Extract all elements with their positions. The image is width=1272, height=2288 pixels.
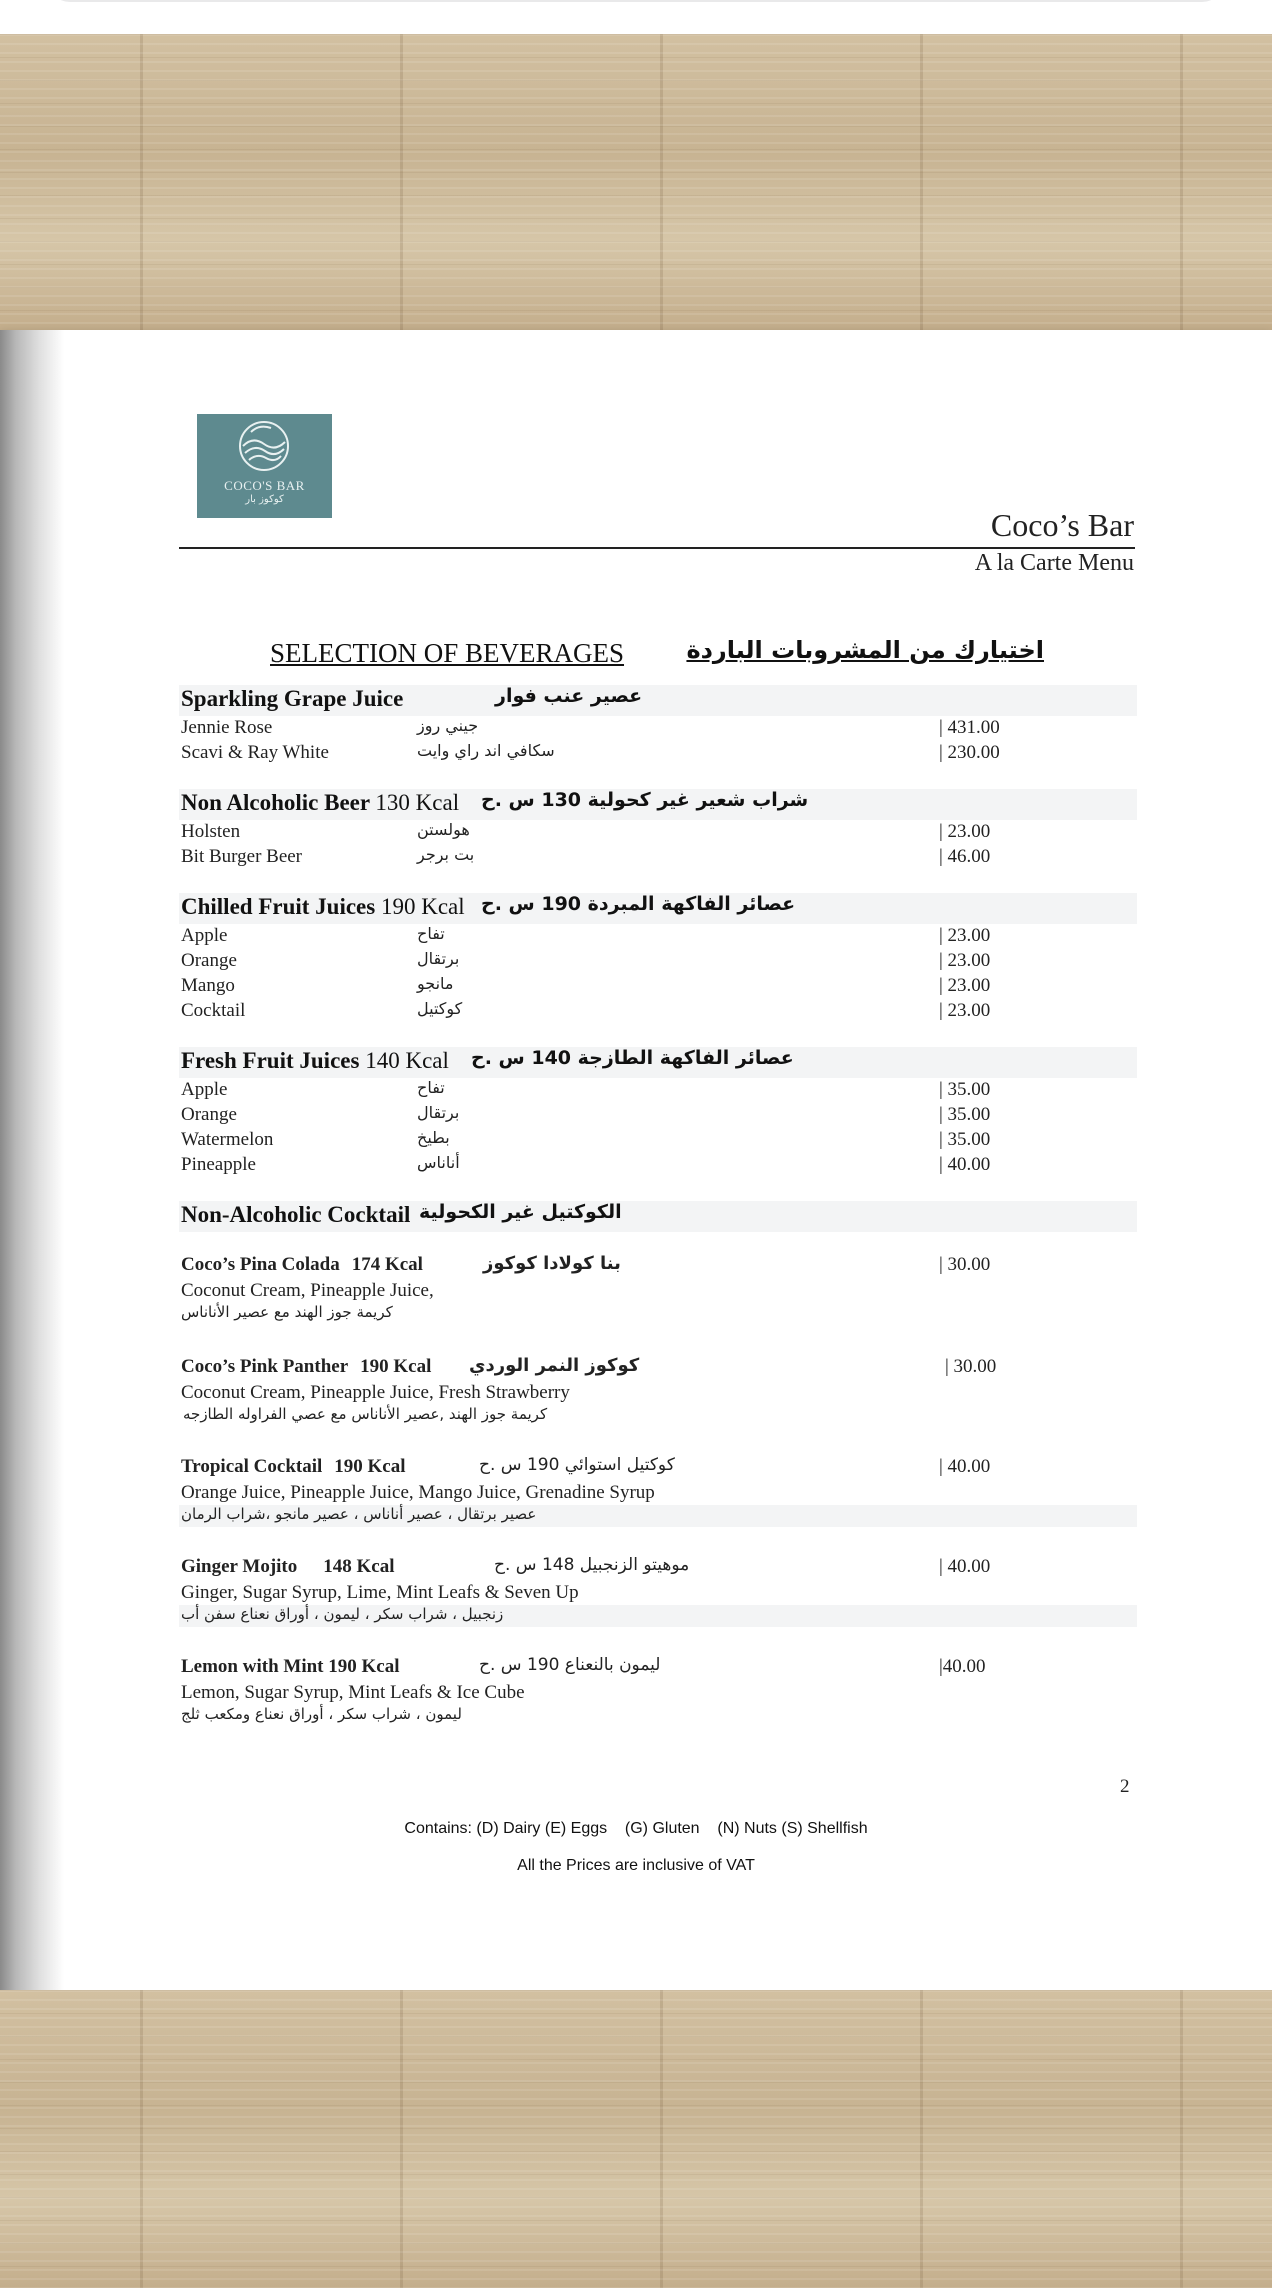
cocktail-description-arabic-row: [179, 1605, 1137, 1627]
menu-item: [179, 1153, 1137, 1178]
allergen-note: Contains: (D) Dairy (E) Eggs (G) Gluten (N) Nuts (S) Shellfish: [404, 1820, 868, 1837]
item-name: Scavi & Ray White: [181, 742, 329, 763]
section-title: Chilled Fruit Juices: [181, 894, 376, 919]
cocktail-name: Ginger Mojito 148 Kcal: [181, 1556, 395, 1577]
section-kcal: 140 Kcal: [365, 1048, 449, 1073]
menu-content: [179, 685, 1137, 1736]
page-subtitle: A la Carte Menu: [974, 550, 1134, 576]
item-name-arabic: برتقال: [417, 949, 460, 968]
item-name-arabic: مانجو: [417, 974, 454, 993]
item-name-arabic: أناناس: [417, 1153, 460, 1172]
cocktail-name: Lemon with Mint 190 Kcal: [181, 1656, 400, 1677]
item-name: Jennie Rose: [181, 717, 273, 738]
cocktail-name: Coco’s Pink Panther 190 Kcal: [181, 1356, 432, 1377]
item-name-arabic: جيني روز: [417, 716, 479, 735]
section-header: [179, 789, 1137, 820]
cocktail-price: |40.00: [939, 1656, 986, 1677]
cocktail-description: Orange Juice, Pineapple Juice, Mango Juice, Grenadine Syrup: [181, 1482, 655, 1503]
item-price: | 35.00: [939, 1079, 991, 1100]
section-kcal: 130 Kcal: [375, 790, 460, 815]
cocktail-name: Coco’s Pina Colada 174 Kcal: [181, 1254, 423, 1275]
cocktail-description-arabic: كريمة جوز الهند ,عصير الأناناس مع عصي الفراوله الطازجه: [183, 1405, 548, 1423]
item-price: | 431.00: [939, 717, 1000, 738]
logo-text: COCO'S BAR: [224, 478, 305, 493]
cocktail-item: [179, 1456, 1137, 1556]
item-name-arabic: كوكتيل: [417, 999, 463, 1018]
cocktail-description: Lemon, Sugar Syrup, Mint Leafs & Ice Cube: [181, 1682, 525, 1703]
item-price: | 40.00: [939, 1154, 991, 1175]
menu-item: [179, 820, 1137, 845]
cocktail-name: Tropical Cocktail 190 Kcal: [181, 1456, 406, 1477]
section-kcal: 190 Kcal: [380, 894, 465, 919]
section-title-arabic: عصائر الفاكهة الطازجة 140 س .ح: [471, 1047, 794, 1069]
item-price: | 23.00: [939, 925, 991, 946]
item-name-arabic: برتقال: [417, 1103, 460, 1122]
section-title-arabic: شراب شعير غير كحولية 130 س .ح: [481, 789, 809, 811]
item-name: Bit Burger Beer: [181, 846, 303, 867]
selection-title: SELECTION OF BEVERAGES: [270, 638, 625, 668]
cocktail-name-arabic: كوكتيل استوائي 190 س .ح: [479, 1455, 675, 1475]
item-name-arabic: تفاح: [417, 924, 445, 943]
cocktail-description: Ginger, Sugar Syrup, Lime, Mint Leafs & Seven Up: [181, 1582, 579, 1603]
item-price: | 23.00: [939, 950, 991, 971]
item-name-arabic: سكافي اند راي وايت: [417, 741, 555, 760]
menu-item: [179, 974, 1137, 999]
cocktail-item: [179, 1356, 1137, 1456]
menu-item: [179, 845, 1137, 870]
menu-page: [0, 330, 1272, 1990]
browser-bar: [48, 0, 1224, 2]
item-price: | 23.00: [939, 821, 991, 842]
menu-item: [179, 949, 1137, 974]
item-price: | 35.00: [939, 1129, 991, 1150]
cocktail-item: [179, 1656, 1137, 1736]
item-name: Pineapple: [181, 1154, 256, 1175]
cocktail-description-arabic: ليمون ، شراب سكر ، أوراق نعناع ومكعب ثلج: [181, 1705, 462, 1723]
section-header: [179, 1047, 1137, 1078]
cocktail-name-arabic: ليمون بالنعناع 190 س .ح: [479, 1655, 661, 1675]
cocktail-description-arabic-row: [179, 1303, 1137, 1325]
section-title: Fresh Fruit Juices: [181, 1048, 360, 1073]
menu-item: [179, 1078, 1137, 1103]
cocktail-name-arabic: كوكوز النمر الوردي: [469, 1355, 640, 1376]
page-number: 2: [1120, 1776, 1130, 1797]
item-name-arabic: بطيخ: [417, 1128, 450, 1147]
wave-shell-icon: [237, 418, 291, 474]
cocktail-price: | 30.00: [945, 1356, 997, 1377]
selection-title-arabic: اختيارك من المشروبات الباردة: [686, 636, 1044, 664]
item-price: | 230.00: [939, 742, 1000, 763]
item-name: Watermelon: [181, 1129, 274, 1150]
section-title-arabic: الكوكتيل غير الكحولية: [419, 1201, 622, 1223]
cocktail-item: [179, 1556, 1137, 1656]
item-name: Apple: [181, 1079, 228, 1100]
wood-background-top: [0, 34, 1272, 330]
cocktail-description-arabic-row: [179, 1405, 1137, 1427]
section-title: Non-Alcoholic Cocktail: [181, 1202, 411, 1227]
cocktail-name-arabic: بنا كولادا كوكوز: [483, 1253, 621, 1274]
cocktail-price: | 40.00: [939, 1556, 991, 1577]
menu-item: [179, 924, 1137, 949]
cocktail-description-arabic: زنجبيل ، شراب سكر ، ليمون ، أوراق نعناع سفن أب: [181, 1605, 504, 1623]
item-price: | 23.00: [939, 975, 991, 996]
item-price: | 35.00: [939, 1104, 991, 1125]
cocktail-item: [179, 1254, 1137, 1356]
item-name-arabic: تفاح: [417, 1078, 445, 1097]
menu-item: [179, 999, 1137, 1024]
cocktail-name-arabic: موهيتو الزنجبيل 148 س .ح: [494, 1555, 690, 1575]
item-name: Cocktail: [181, 1000, 246, 1021]
section-title-arabic: عصير عنب فوار: [495, 685, 643, 707]
item-price: | 46.00: [939, 846, 991, 867]
menu-item: [179, 741, 1137, 766]
cocktail-description-arabic: عصير برتقال ، عصير أناناس ، عصير مانجو ،شراب الرمان: [181, 1505, 537, 1523]
cocktail-description-arabic-row: [179, 1705, 1137, 1727]
menu-item: [179, 1128, 1137, 1153]
item-name: Holsten: [181, 821, 241, 842]
cocos-bar-logo: [197, 414, 332, 518]
item-price: | 23.00: [939, 1000, 991, 1021]
item-name: Orange: [181, 950, 237, 971]
vat-note: All the Prices are inclusive of VAT: [517, 1857, 755, 1874]
wood-background-bottom: [0, 1990, 1272, 2288]
browser-top-area: [0, 0, 1272, 34]
cocktail-description-arabic-row: [179, 1505, 1137, 1527]
section-header: [179, 685, 1137, 716]
menu-item: [179, 1103, 1137, 1128]
cocktail-description-arabic: كريمة جوز الهند مع عصير الأناناس: [181, 1303, 393, 1321]
item-name: Apple: [181, 925, 228, 946]
logo-text-arabic: كوكوز بار: [245, 494, 284, 505]
section-title: Non Alcoholic Beer: [181, 790, 370, 815]
item-name: Orange: [181, 1104, 237, 1125]
cocktail-description: Coconut Cream, Pineapple Juice,: [181, 1280, 434, 1301]
section-header: [179, 1201, 1137, 1232]
page-title: Coco’s Bar: [990, 507, 1134, 543]
section-title: Sparkling Grape Juice: [181, 686, 404, 711]
page-spine-shadow: [0, 330, 64, 1990]
menu-item: [179, 716, 1137, 741]
section-title-arabic: عصائر الفاكهة المبردة 190 س .ح: [481, 893, 796, 915]
cocktail-price: | 30.00: [939, 1254, 991, 1275]
header-divider: [179, 547, 1135, 549]
section-header: [179, 893, 1137, 924]
cocktail-description: Coconut Cream, Pineapple Juice, Fresh Strawberry: [181, 1382, 570, 1403]
cocktail-price: | 40.00: [939, 1456, 991, 1477]
item-name-arabic: هولستن: [417, 820, 470, 839]
item-name-arabic: بت برجر: [417, 845, 475, 864]
item-name: Mango: [181, 975, 235, 996]
